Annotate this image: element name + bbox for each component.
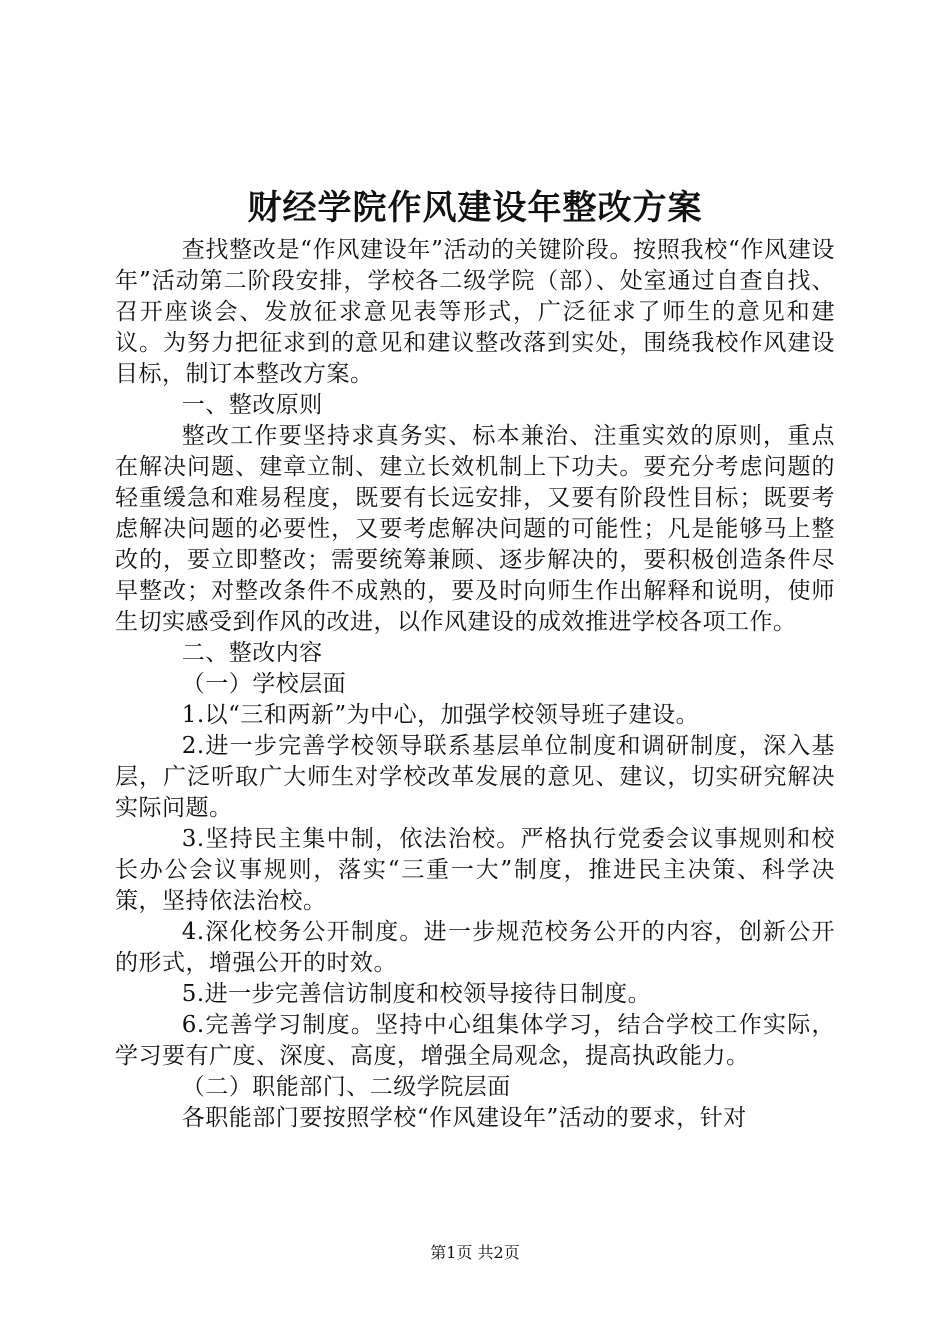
page-footer: 第1页 共2页 xyxy=(430,1243,520,1262)
section-heading-content: 二、整改内容 xyxy=(181,640,323,666)
list-item: 5.进一步完善信访制度和校领导接待日制度。 xyxy=(181,981,652,1007)
section-heading-principles: 一、整改原则 xyxy=(181,392,323,418)
list-item: 6.完善学习制度。坚持中心组集体学习，结合学校工作实际，学习要有广度、深度、高度，增强全局观念，提高执政能力。 xyxy=(115,1012,835,1069)
list-item: 2.进一步完善学校领导联系基层单位制度和调研制度，深入基层，广泛听取广大师生对学校改革发展的意见、建议，切实研究解决实际问题。 xyxy=(115,733,835,821)
document-title: 财经学院作风建设年整改方案 xyxy=(247,188,703,228)
principles-paragraph: 整改工作要坚持求真务实、标本兼治、注重实效的原则，重点在解决问题、建章立制、建立长效机制上下功夫。要充分考虑问题的轻重缓急和难易程度，既要有长远安排，又要有阶段性目标；既要考虑解决问题的必要性，又要考虑解决问题的可能性；凡是能够马上整改的，要立即整改；需要统筹兼顾、逐步解决的，要积极创造条件尽早整改；对整改条件不成熟的，要及时向师生作出解释和说明，使师生切实感受到作风的改进，以作风建设的成效推进学校各项工作。 xyxy=(115,423,835,635)
subsection-heading-departments: （二）职能部门、二级学院层面 xyxy=(181,1074,511,1100)
departments-paragraph: 各职能部门要按照学校“作风建设年”活动的要求，针对 xyxy=(181,1105,747,1131)
list-item: 4.深化校务公开制度。进一步规范校务公开的内容，创新公开的形式，增强公开的时效。 xyxy=(115,919,835,976)
subsection-heading-school: （一）学校层面 xyxy=(181,671,347,697)
document-body xyxy=(115,235,835,1134)
list-item: 1.以“三和两新”为中心，加强学校领导班子建设。 xyxy=(181,702,700,728)
intro-paragraph: 查找整改是“作风建设年”活动的关键阶段。按照我校“作风建设年”活动第二阶段安排，学校各二级学院（部）、处室通过自查自找、召开座谈会、发放征求意见表等形式，广泛征求了师生的意见和建议。为努力把征求到的意见和建议整改落到实处，围绕我校作风建设目标，制订本整改方案。 xyxy=(115,237,835,387)
list-item: 3.坚持民主集中制，依法治校。严格执行党委会议事规则和校长办公会议事规则，落实“三重一大”制度，推进民主决策、科学决策，坚持依法治校。 xyxy=(115,826,835,914)
